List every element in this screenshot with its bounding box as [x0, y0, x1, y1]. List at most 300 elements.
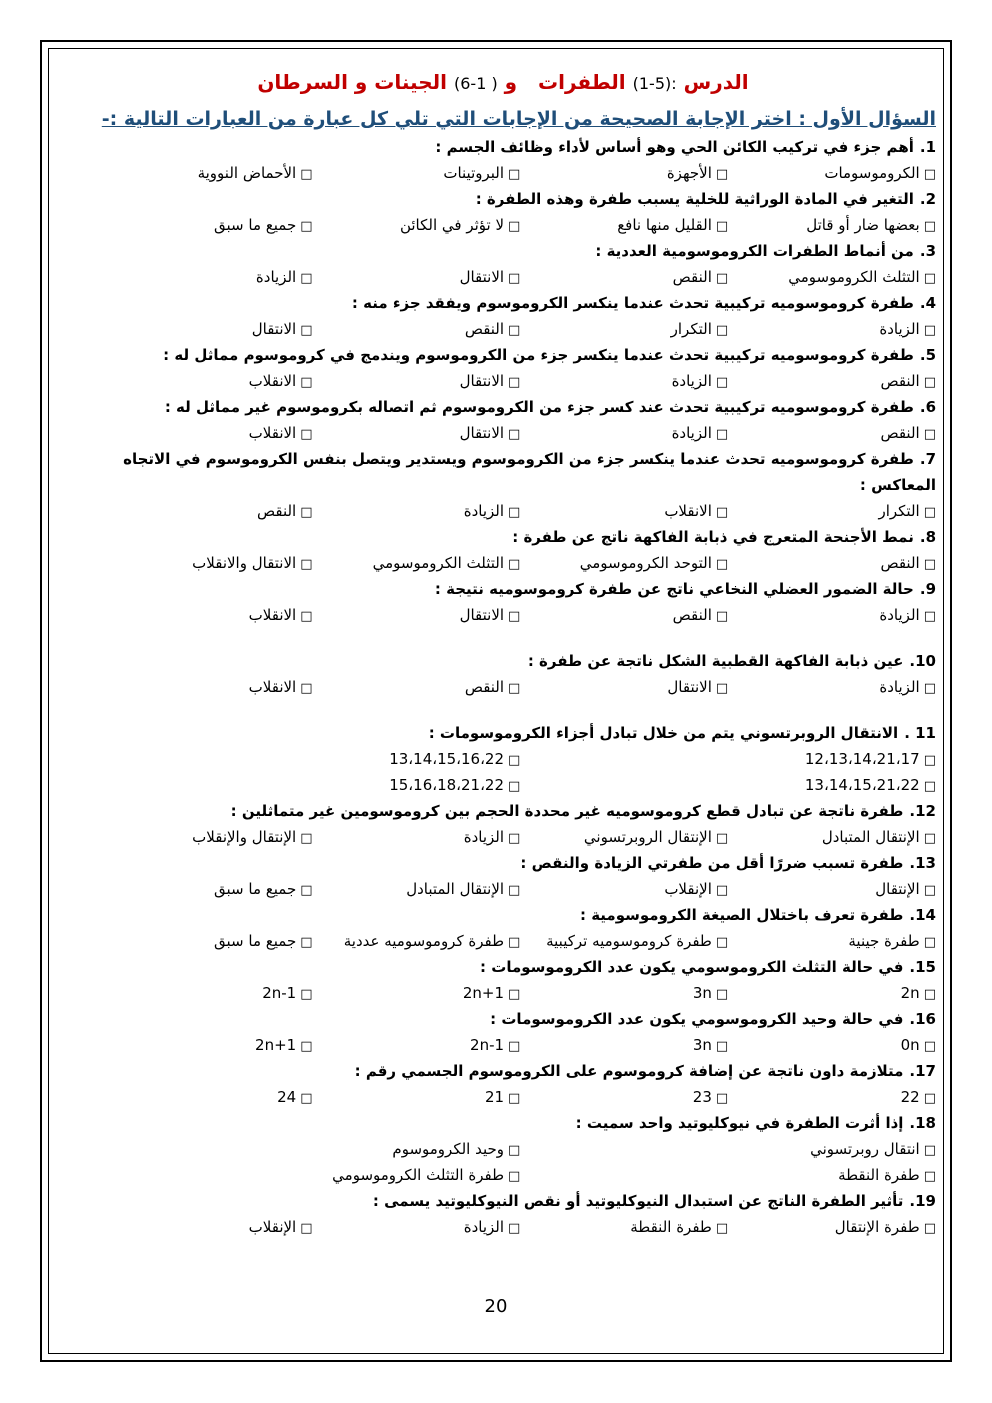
option-label: الانقلاب	[248, 678, 297, 696]
question-text	[70, 902, 936, 928]
checkbox-icon[interactable]: □	[923, 1091, 936, 1106]
answer-option[interactable]	[520, 1084, 728, 1110]
question-number: 17.	[909, 1062, 936, 1080]
checkbox-icon[interactable]: □	[923, 831, 936, 846]
options-row	[70, 368, 936, 394]
answer-option[interactable]	[105, 498, 313, 524]
question-stem: طفرة ناتجة عن تبادل قطع كروموسوميه غير محددة الحجم بين كروموسومين غير متماثلين :	[230, 802, 904, 820]
options-row	[70, 746, 936, 772]
answer-option[interactable]	[520, 980, 728, 1006]
worksheet	[70, 60, 936, 1240]
answer-option[interactable]	[105, 1214, 313, 1240]
answer-option[interactable]	[313, 212, 521, 238]
checkbox-icon[interactable]: □	[300, 831, 313, 846]
options-row	[70, 1032, 936, 1058]
answer-option[interactable]	[313, 824, 521, 850]
option-label: التكرار	[670, 320, 712, 338]
checkbox-icon[interactable]: □	[508, 427, 521, 442]
question-number: 7.	[919, 450, 936, 468]
option-label: طفرة النقطة	[838, 1166, 920, 1184]
question-text	[70, 446, 936, 498]
question-stem: تأثير الطفرة الناتج عن استبدال النيوكليوتيد أو نقص النيوكليوتيد يسمى :	[372, 1192, 904, 1210]
question-text	[70, 134, 936, 160]
checkbox-icon[interactable]: □	[923, 219, 936, 234]
options-row	[70, 1084, 936, 1110]
question-number: 2.	[919, 190, 936, 208]
question-stem: طفرة تسبب ضررًا أقل من طفرتي الزيادة والنقص :	[520, 854, 904, 872]
option-label: التوحد الكروموسومي	[579, 554, 712, 572]
answer-option[interactable]	[105, 772, 521, 798]
answer-option[interactable]	[313, 550, 521, 576]
option-label: الإنقلاب	[664, 880, 712, 898]
checkbox-icon[interactable]: □	[508, 1091, 521, 1106]
question-text	[70, 394, 936, 420]
options-row	[70, 550, 936, 576]
checkbox-icon[interactable]: □	[508, 935, 521, 950]
options-row	[70, 980, 936, 1006]
answer-option[interactable]	[728, 420, 936, 446]
option-label: التكرار	[878, 502, 920, 520]
checkbox-icon[interactable]: □	[508, 753, 521, 768]
option-label: 13،14،15،21،22	[804, 776, 920, 794]
answer-option[interactable]	[313, 674, 521, 700]
question-number: 14.	[909, 906, 936, 924]
option-label: النقص	[256, 502, 297, 520]
checkbox-icon[interactable]: □	[508, 167, 521, 182]
checkbox-icon[interactable]: □	[923, 681, 936, 696]
checkbox-icon[interactable]: □	[715, 1091, 729, 1106]
answer-option[interactable]	[520, 772, 936, 798]
answer-option[interactable]	[105, 368, 313, 394]
option-label: الزيادة	[671, 424, 712, 442]
answer-option[interactable]	[313, 368, 521, 394]
option-label: جميع ما سبق	[214, 880, 297, 898]
checkbox-icon[interactable]: □	[300, 505, 313, 520]
question-list	[70, 134, 936, 1240]
option-label: جميع ما سبق	[214, 932, 297, 950]
answer-option[interactable]	[105, 264, 313, 290]
option-label: الانتقال	[459, 606, 505, 624]
checkbox-icon[interactable]: □	[923, 935, 936, 950]
question-number: 10.	[909, 652, 936, 670]
option-label: الانتقال	[459, 372, 505, 390]
option-label: 3n	[692, 984, 712, 1002]
option-label: 3n	[692, 1036, 712, 1054]
option-label: النقص	[672, 268, 712, 286]
option-label: القليل منها نافع	[617, 216, 712, 234]
answer-option[interactable]	[313, 928, 521, 954]
checkbox-icon[interactable]: □	[923, 557, 936, 572]
option-label: 0n	[900, 1036, 920, 1054]
answer-option[interactable]	[105, 746, 521, 772]
lesson-title: الدرس :(5-1) الطفرات و ( 1-6) الجينات و السرطان	[257, 70, 749, 94]
answer-option[interactable]	[105, 980, 313, 1006]
question-stem: في حالة التثلث الكروموسومي يكون عدد الكروموسومات :	[480, 958, 904, 976]
option-label: الزيادة	[879, 606, 920, 624]
checkbox-icon[interactable]: □	[923, 271, 936, 286]
checkbox-icon[interactable]: □	[508, 271, 521, 286]
checkbox-icon[interactable]: □	[923, 987, 936, 1002]
checkbox-icon[interactable]: □	[300, 167, 313, 182]
checkbox-icon[interactable]: □	[508, 375, 521, 390]
option-label: 21	[484, 1088, 505, 1106]
checkbox-icon[interactable]: □	[508, 1169, 521, 1184]
question-number: 6.	[919, 398, 936, 416]
question-text	[70, 850, 936, 876]
question-text	[70, 1006, 936, 1032]
option-label: الانتقال والانقلاب	[192, 554, 297, 572]
option-label: 2n-1	[262, 984, 297, 1002]
option-label: الإنتقال المتبادل	[821, 828, 920, 846]
option-label: الانقلاب	[664, 502, 712, 520]
question-stem: طفرة تعرف باختلال الصيغة الكروموسومية :	[579, 906, 904, 924]
question-number: 16.	[909, 1010, 936, 1028]
option-label: النقص	[464, 320, 505, 338]
question-stem: طفرة كروموسوميه تركيبية تحدث عندما ينكسر جزء من الكروموسوم ويندمج في كروموسوم مماثل له :	[163, 346, 914, 364]
checkbox-icon[interactable]: □	[715, 681, 729, 696]
checkbox-icon[interactable]: □	[300, 609, 313, 624]
checkbox-icon[interactable]: □	[300, 271, 313, 286]
checkbox-icon[interactable]: □	[715, 609, 729, 624]
option-label: الانقلاب	[248, 424, 297, 442]
answer-option[interactable]	[313, 876, 521, 902]
options-row	[70, 1214, 936, 1240]
question-stem: نمط الأجنحة المتعرج في ذبابة الفاكهة ناتج عن طفرة :	[512, 528, 914, 546]
checkbox-icon[interactable]: □	[923, 505, 936, 520]
option-label: النقص	[880, 424, 920, 442]
question-stem: إذا أثرت الطفرة في نيوكليوتيد واحد سميت :	[575, 1114, 904, 1132]
answer-option[interactable]	[313, 1084, 521, 1110]
checkbox-icon[interactable]: □	[508, 323, 521, 338]
answer-option[interactable]	[105, 1162, 521, 1188]
options-row	[70, 674, 936, 700]
answer-option[interactable]	[728, 212, 936, 238]
answer-option[interactable]	[520, 1136, 936, 1162]
question-text	[70, 648, 936, 674]
option-label: النقص	[880, 554, 920, 572]
checkbox-icon[interactable]: □	[923, 1169, 936, 1184]
answer-option[interactable]	[105, 316, 313, 342]
option-label: الانقلاب	[248, 606, 297, 624]
question-number: 4.	[919, 294, 936, 312]
checkbox-icon[interactable]: □	[508, 219, 521, 234]
option-label: انتقال روبرتسوني	[810, 1140, 920, 1158]
option-label: الانتقال	[667, 678, 712, 696]
answer-option[interactable]	[313, 1214, 521, 1240]
option-label: 2n+1	[255, 1036, 297, 1054]
question-text	[70, 576, 936, 602]
answer-option[interactable]	[105, 876, 313, 902]
answer-option[interactable]	[520, 824, 728, 850]
answer-option[interactable]	[520, 876, 728, 902]
question-text	[70, 1110, 936, 1136]
checkbox-icon[interactable]: □	[923, 1221, 936, 1236]
question-stem: طفرة كروموسوميه تركيبية تحدث عند كسر جزء من الكروموسوم ثم اتصاله بكروموسوم غير مماثل له :	[164, 398, 914, 416]
answer-option[interactable]	[728, 928, 936, 954]
options-row	[70, 876, 936, 902]
option-label: الزيادة	[879, 320, 920, 338]
answer-option[interactable]	[520, 160, 728, 186]
question-text	[70, 798, 936, 824]
answer-option[interactable]	[728, 824, 936, 850]
answer-option[interactable]	[728, 674, 936, 700]
question-stem: طفرة كروموسوميه تركيبية تحدث عندما ينكسر الكروموسوم ويفقد جزء منه :	[351, 294, 914, 312]
options-row	[70, 1136, 936, 1162]
checkbox-icon[interactable]: □	[300, 987, 313, 1002]
checkbox-icon[interactable]: □	[508, 779, 521, 794]
checkbox-icon[interactable]: □	[715, 1221, 729, 1236]
answer-option[interactable]	[105, 1084, 313, 1110]
checkbox-icon[interactable]: □	[715, 1039, 729, 1054]
question-text	[70, 342, 936, 368]
answer-option[interactable]	[313, 602, 521, 628]
question-text	[70, 954, 936, 980]
option-label: النقص	[464, 678, 505, 696]
answer-option[interactable]	[105, 824, 313, 850]
option-label: 22	[900, 1088, 920, 1106]
options-row	[70, 1162, 936, 1188]
option-label: النقص	[880, 372, 920, 390]
checkbox-icon[interactable]: □	[300, 883, 313, 898]
question-number: 1.	[919, 138, 936, 156]
answer-option[interactable]	[313, 498, 521, 524]
answer-option[interactable]	[520, 1214, 728, 1240]
option-label: الزيادة	[255, 268, 297, 286]
checkbox-icon[interactable]: □	[923, 1143, 936, 1158]
checkbox-icon[interactable]: □	[715, 883, 729, 898]
answer-option[interactable]	[105, 1032, 313, 1058]
checkbox-icon[interactable]: □	[715, 987, 729, 1002]
answer-option[interactable]	[105, 1136, 521, 1162]
answer-option[interactable]	[105, 602, 313, 628]
checkbox-icon[interactable]: □	[715, 427, 729, 442]
question-number: 3.	[919, 242, 936, 260]
checkbox-icon[interactable]: □	[923, 883, 936, 898]
answer-option[interactable]	[105, 420, 313, 446]
checkbox-icon[interactable]: □	[923, 323, 936, 338]
checkbox-icon[interactable]: □	[923, 1039, 936, 1054]
option-label: طفرة الإنتقال	[834, 1218, 920, 1236]
checkbox-icon[interactable]: □	[923, 375, 936, 390]
options-row	[70, 928, 936, 954]
option-label: 13،14،15،16،22	[389, 750, 505, 768]
option-label: الزيادة	[879, 678, 920, 696]
answer-option[interactable]	[728, 498, 936, 524]
question-stem: متلازمة داون ناتجة عن إضافة كروموسوم على الكروموسوم الجسمي رقم :	[354, 1062, 904, 1080]
answer-option[interactable]	[105, 928, 313, 954]
answer-option[interactable]	[728, 876, 936, 902]
checkbox-icon[interactable]: □	[508, 987, 521, 1002]
option-label: البروتينات	[443, 164, 505, 182]
option-label: الإنتقال	[875, 880, 920, 898]
options-row	[70, 602, 936, 628]
options-row	[70, 264, 936, 290]
question-text	[70, 524, 936, 550]
answer-option[interactable]	[728, 160, 936, 186]
answer-option[interactable]	[728, 602, 936, 628]
answer-option[interactable]	[313, 160, 521, 186]
checkbox-icon[interactable]: □	[300, 375, 313, 390]
option-label: النقص	[672, 606, 712, 624]
checkbox-icon[interactable]: □	[508, 831, 521, 846]
checkbox-icon[interactable]: □	[508, 1039, 521, 1054]
options-row	[70, 772, 936, 798]
option-label: الكروموسومات	[824, 164, 920, 182]
question-text	[70, 186, 936, 212]
answer-option[interactable]	[313, 420, 521, 446]
option-label: الزيادة	[463, 1218, 505, 1236]
checkbox-icon[interactable]: □	[923, 167, 936, 182]
option-label: طفرة التثلث الكروموسومي	[332, 1166, 505, 1184]
option-label: الإنتقال الروبرتسوني	[583, 828, 712, 846]
question-stem: في حالة وحيد الكروموسومي يكون عدد الكروموسومات :	[490, 1010, 904, 1028]
option-label: 23	[692, 1088, 712, 1106]
option-label: الأجهزة	[666, 164, 712, 182]
checkbox-icon[interactable]: □	[715, 323, 729, 338]
answer-option[interactable]	[520, 498, 728, 524]
question-stem: من أنماط الطفرات الكروموسومية العددية :	[595, 242, 914, 260]
option-label: الأحماض النووية	[197, 164, 297, 182]
answer-option[interactable]	[313, 980, 521, 1006]
answer-option[interactable]	[520, 674, 728, 700]
page-number: 20	[484, 1296, 508, 1317]
checkbox-icon[interactable]: □	[508, 1221, 521, 1236]
question-stem: الانتقال الروبرتسوني يتم من خلال تبادل أجزاء الكروموسومات :	[428, 724, 899, 742]
checkbox-icon[interactable]: □	[923, 427, 936, 442]
option-label: الانقلاب	[248, 372, 297, 390]
question-number: 5.	[919, 346, 936, 364]
answer-option[interactable]	[105, 212, 313, 238]
option-label: 24	[277, 1088, 297, 1106]
checkbox-icon[interactable]: □	[508, 1143, 521, 1158]
option-label: لا تؤثر في الكائن	[399, 216, 505, 234]
question-text	[70, 720, 936, 746]
checkbox-icon[interactable]: □	[508, 505, 521, 520]
question-stem: حالة الضمور العضلي النخاعي ناتج عن طفرة كروموسوميه نتيجة :	[434, 580, 914, 598]
checkbox-icon[interactable]: □	[715, 219, 729, 234]
option-label: التثلث الكروموسومي	[372, 554, 505, 572]
option-label: الإنتقال والإنقلاب	[192, 828, 297, 846]
answer-option[interactable]	[520, 316, 728, 342]
question-number: 18.	[909, 1114, 936, 1132]
checkbox-icon[interactable]: □	[300, 681, 313, 696]
option-label: طفرة جينية	[848, 932, 920, 950]
answer-option[interactable]	[520, 212, 728, 238]
checkbox-icon[interactable]: □	[715, 505, 729, 520]
option-label: الإنتقال المتبادل	[406, 880, 505, 898]
question-stem: أهم جزء في تركيب الكائن الحي وهو أساس لأداء وظائف الجسم :	[435, 138, 914, 156]
checkbox-icon[interactable]: □	[300, 1091, 313, 1106]
option-label: الانتقال	[459, 268, 505, 286]
answer-option[interactable]	[313, 1032, 521, 1058]
option-label: التثلث الكروموسومي	[788, 268, 920, 286]
question-text	[70, 1188, 936, 1214]
answer-option[interactable]	[728, 980, 936, 1006]
answer-option[interactable]	[520, 746, 936, 772]
checkbox-icon[interactable]: □	[715, 557, 729, 572]
checkbox-icon[interactable]: □	[300, 1221, 313, 1236]
checkbox-icon[interactable]: □	[715, 375, 729, 390]
question-stem: طفرة كروموسوميه تحدث عندما ينكسر جزء من الكروموسوم ويستدير ويتصل بنفس الكروموسوم في الاتجاه المعاكس :	[123, 450, 936, 494]
options-row	[70, 316, 936, 342]
option-label: 2n	[900, 984, 920, 1002]
option-label: الزيادة	[463, 502, 505, 520]
answer-option[interactable]	[313, 264, 521, 290]
option-label: الإنقلاب	[248, 1218, 297, 1236]
checkbox-icon[interactable]: □	[923, 609, 936, 624]
question-text	[70, 238, 936, 264]
checkbox-icon[interactable]: □	[923, 753, 936, 768]
checkbox-icon[interactable]: □	[508, 883, 521, 898]
option-label: 2n-1	[470, 1036, 505, 1054]
answer-option[interactable]	[520, 264, 728, 290]
option-label: الانتقال	[459, 424, 505, 442]
answer-option[interactable]	[520, 602, 728, 628]
answer-option[interactable]	[728, 1214, 936, 1240]
question-stem: التغير في المادة الوراثية للخلية يسبب طفرة وهذه الطفرة :	[475, 190, 914, 208]
answer-option[interactable]	[728, 1032, 936, 1058]
options-row	[70, 420, 936, 446]
option-label: طفرة كروموسوميه عددية	[343, 932, 505, 950]
options-row	[70, 824, 936, 850]
option-label: جميع ما سبق	[214, 216, 297, 234]
answer-option[interactable]	[105, 674, 313, 700]
option-label: 15،16،18،21،22	[389, 776, 505, 794]
checkbox-icon[interactable]: □	[300, 557, 313, 572]
option-label: طفرة النقطة	[630, 1218, 712, 1236]
question-text	[70, 1058, 936, 1084]
checkbox-icon[interactable]: □	[300, 935, 313, 950]
answer-option[interactable]	[728, 550, 936, 576]
checkbox-icon[interactable]: □	[715, 167, 729, 182]
answer-option[interactable]	[105, 550, 313, 576]
checkbox-icon[interactable]: □	[300, 323, 313, 338]
options-row	[70, 160, 936, 186]
answer-option[interactable]	[520, 1162, 936, 1188]
answer-option[interactable]	[728, 316, 936, 342]
answer-option[interactable]	[728, 1084, 936, 1110]
checkbox-icon[interactable]: □	[300, 219, 313, 234]
answer-option[interactable]	[313, 316, 521, 342]
checkbox-icon[interactable]: □	[715, 831, 729, 846]
answer-option[interactable]	[105, 160, 313, 186]
checkbox-icon[interactable]: □	[508, 609, 521, 624]
option-label: الزيادة	[463, 828, 505, 846]
question-text	[70, 290, 936, 316]
answer-option[interactable]	[520, 420, 728, 446]
answer-option[interactable]	[520, 368, 728, 394]
option-label: وحيد الكروموسوم	[392, 1140, 505, 1158]
checkbox-icon[interactable]: □	[300, 1039, 313, 1054]
checkbox-icon[interactable]: □	[923, 779, 936, 794]
checkbox-icon[interactable]: □	[508, 557, 521, 572]
question-stem: عين ذبابة الفاكهة القطبية الشكل ناتجة عن طفرة :	[527, 652, 904, 670]
question-number: 8.	[919, 528, 936, 546]
question-number: 9.	[919, 580, 936, 598]
checkbox-icon[interactable]: □	[300, 427, 313, 442]
checkbox-icon[interactable]: □	[715, 935, 729, 950]
answer-option[interactable]	[728, 264, 936, 290]
question-number: 11 .	[904, 724, 936, 742]
option-label: بعضها ضار أو قاتل	[806, 216, 920, 234]
answer-option[interactable]	[520, 928, 728, 954]
answer-option[interactable]	[728, 368, 936, 394]
checkbox-icon[interactable]: □	[715, 271, 729, 286]
answer-option[interactable]	[520, 550, 728, 576]
checkbox-icon[interactable]: □	[508, 681, 521, 696]
answer-option[interactable]	[520, 1032, 728, 1058]
section-title: السؤال الأول : اختر الإجابة الصحيحة من الإجابات التي تلي كل عبارة من العبارات التالية :-	[101, 108, 936, 130]
